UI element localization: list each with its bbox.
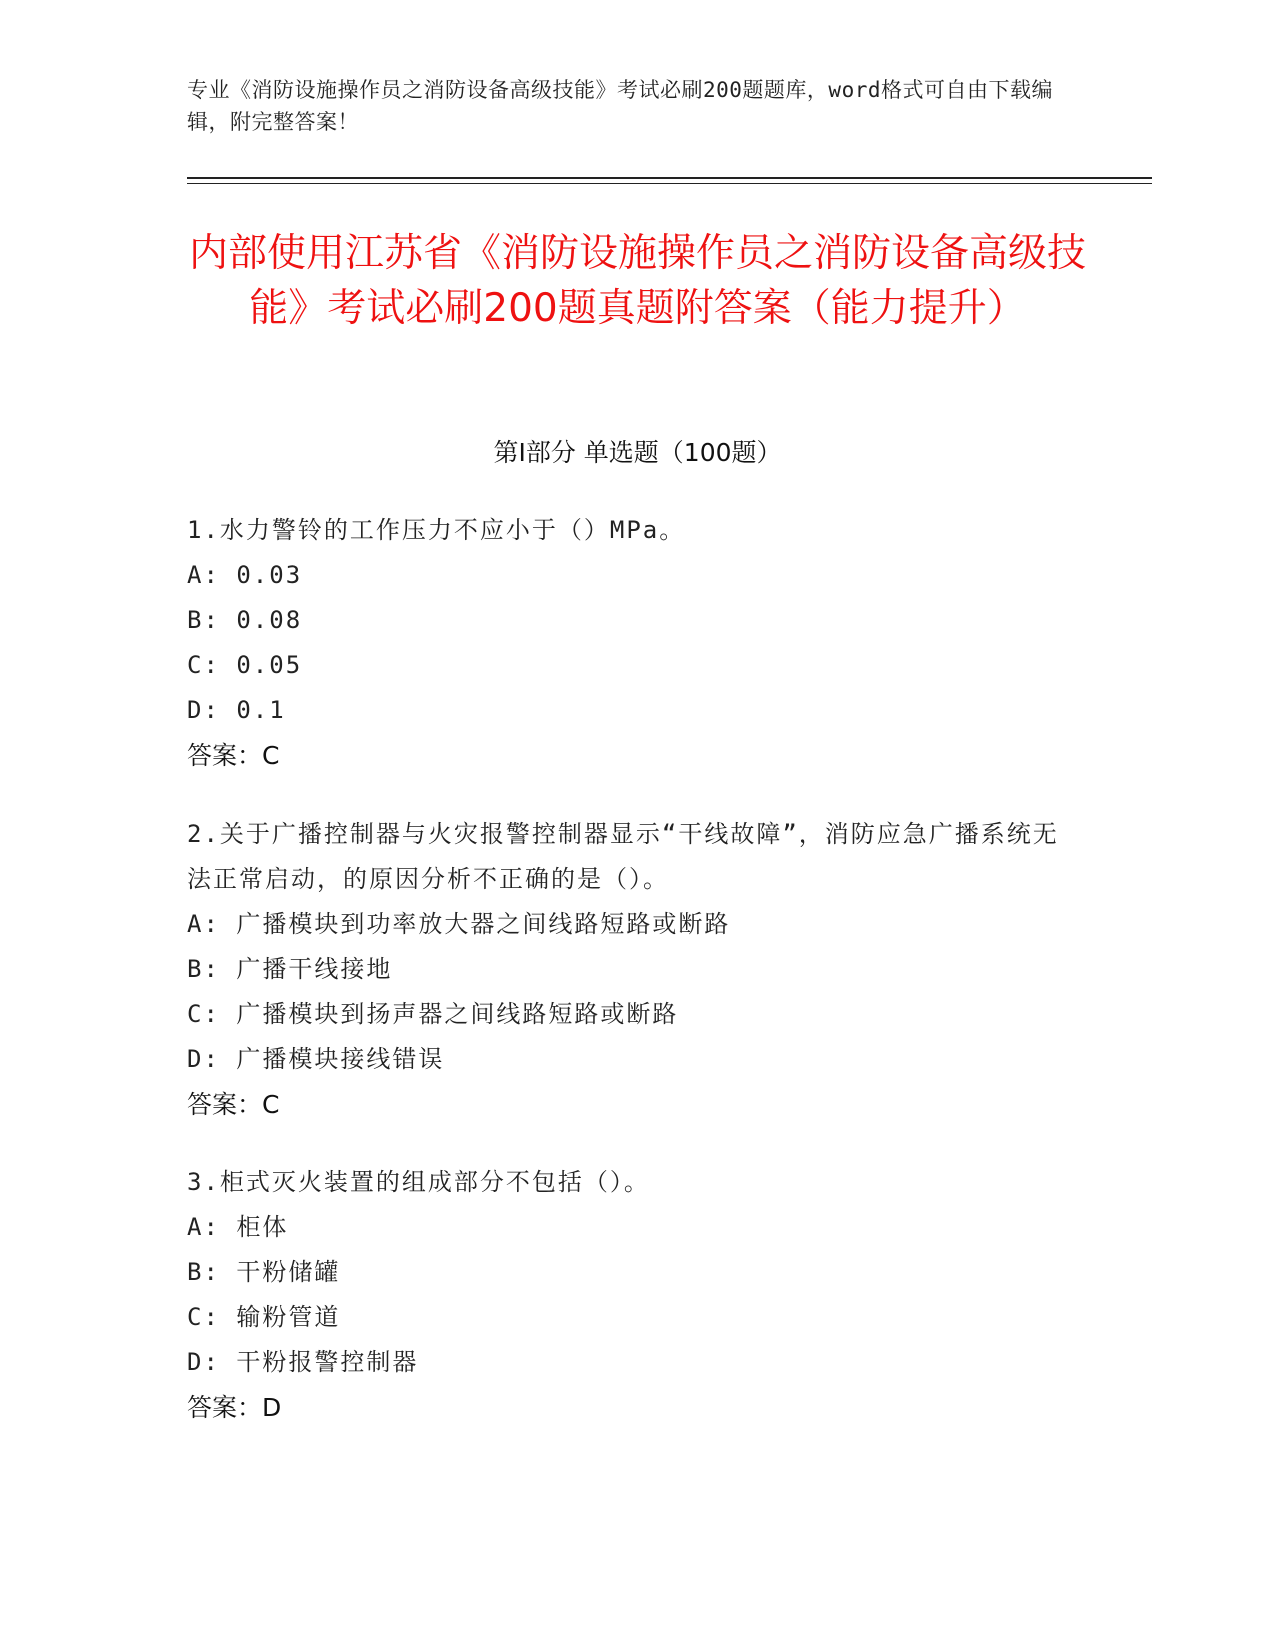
header-note: 专业《消防设施操作员之消防设备高级技能》考试必刷200题题库，word格式可自由下载编辑，附完整答案！: [187, 78, 1053, 134]
option-c: C: 广播模块到扬声器之间线路短路或断路: [187, 1000, 679, 1028]
section-heading: 第I部分 单选题（100题）: [493, 438, 782, 467]
option-d: D: 干粉报警控制器: [187, 1348, 419, 1376]
option-b: B: 干粉储罐: [187, 1258, 341, 1286]
answer: 答案：D: [187, 1393, 282, 1422]
question-stem: 3.柜式灭火装置的组成部分不包括（）。: [187, 1168, 650, 1196]
option-a: A: 0.03: [187, 561, 303, 589]
option-c: C: 0.05: [187, 651, 303, 679]
answer: 答案：C: [187, 1090, 280, 1119]
question-stem: 1.水力警铃的工作压力不应小于（）MPa。: [187, 516, 686, 544]
option-b: B: 广播干线接地: [187, 955, 393, 983]
answer: 答案：C: [187, 741, 280, 770]
question-3: [187, 1160, 1067, 1431]
option-a: A: 广播模块到功率放大器之间线路短路或断路: [187, 910, 731, 938]
option-c: C: 输粉管道: [187, 1303, 341, 1331]
document-title: 内部使用江苏省《消防设施操作员之消防设备高级技能》考试必刷200题真题附答案（能力提升）: [188, 231, 1086, 331]
option-d: D: 广播模块接线错误: [187, 1045, 445, 1073]
option-a: A: 柜体: [187, 1213, 289, 1241]
question-1: [187, 508, 1067, 779]
option-b: B: 0.08: [187, 606, 303, 634]
header-divider-thin: [187, 183, 1152, 184]
question-2: [187, 812, 1067, 1128]
option-d: D: 0.1: [187, 696, 286, 724]
question-stem: 2.关于广播控制器与火灾报警控制器显示“干线故障”，消防应急广播系统无法正常启动，的原因分析不正确的是（）。: [187, 820, 1059, 893]
header-divider: [187, 177, 1152, 179]
